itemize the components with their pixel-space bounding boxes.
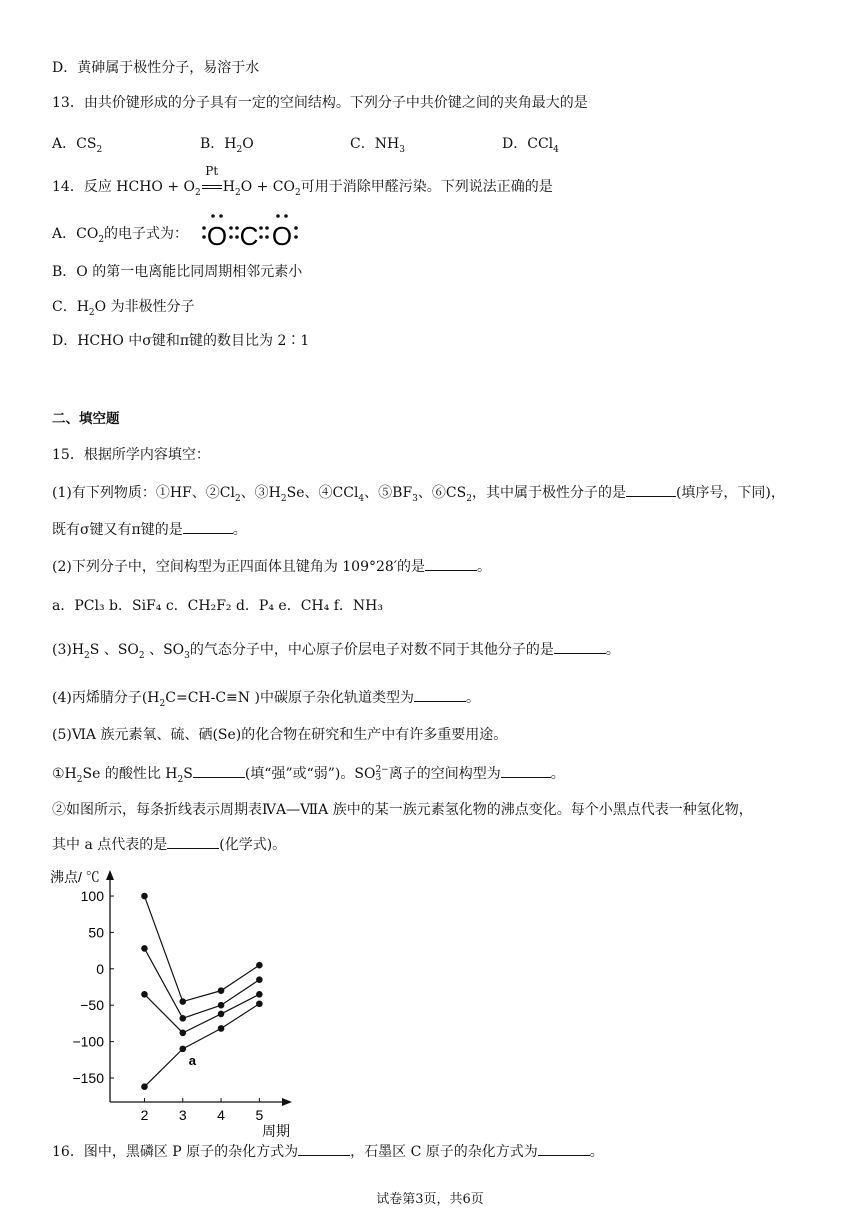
electron-formula-o-right: O <box>271 221 293 250</box>
answer-blank[interactable] <box>414 701 466 702</box>
series-line-2 <box>144 948 259 1018</box>
q14-option-c: C．$H_2O$ 为非极性分子 <box>52 299 195 318</box>
answer-blank[interactable] <box>538 1155 590 1156</box>
reaction-equals-sign <box>202 185 222 189</box>
electron-formula-c: C <box>239 221 259 250</box>
answer-blank[interactable] <box>298 1155 350 1156</box>
q13-options <box>52 133 812 153</box>
q15-part1-line2: 既有σ键又有π键的是 。 <box>52 522 247 538</box>
data-point <box>141 991 148 998</box>
data-point <box>218 1002 225 1009</box>
q13-option-a: A．$CS_2$ <box>52 136 103 155</box>
data-point <box>256 1000 263 1007</box>
data-point <box>179 998 186 1005</box>
q15-part5-2-line1: ②如图所示，每条折线表示周期表ⅣA—ⅦA 族中的某一族元素氢化物的沸点变化。每个小黑点代表一种氢化物， <box>52 802 753 818</box>
x-tick-label: 5 <box>255 1107 264 1123</box>
data-point <box>141 945 148 952</box>
data-point <box>218 987 225 994</box>
x-tick-label: 2 <box>140 1107 149 1123</box>
q15-part2-options: a．PCl₃ b．SiF₄ c．CH₂F₂ d．P₄ e．CH₄ f．NH₃ <box>52 598 383 614</box>
x-axis-arrow <box>282 1098 292 1106</box>
series-line-4 <box>144 1004 259 1087</box>
q13-option-d: D．CCl$_4$ <box>502 136 559 155</box>
answer-blank[interactable] <box>193 777 245 778</box>
answer-blank[interactable] <box>167 848 219 849</box>
x-tick-label: 3 <box>178 1107 187 1123</box>
x-tick-label: 4 <box>217 1107 225 1123</box>
q13-option-c: C．$NH_3$ <box>350 136 405 155</box>
q12-option-d: D．黄砷属于极性分子，易溶于水 <box>52 60 260 76</box>
q15-part4: (4)丙烯腈分子($H_2C=CH-C\equiv N$ )中碳原子杂化轨道类型为 。 <box>52 690 480 709</box>
q15-part5-2-line2: 其中 a 点代表的是 (化学式)。 <box>52 837 287 853</box>
y-tick-label: −150 <box>72 1069 104 1086</box>
y-tick-label: −50 <box>80 997 104 1014</box>
data-point <box>256 976 263 983</box>
page-footer: 试卷第3页，共6页 <box>376 1192 484 1207</box>
data-point <box>179 1030 186 1037</box>
q15-part3: $(3)H_2S$ 、$SO_2$ 、$SO_3$的气态分子中，中心原子价层电子对数不同于其他分子的是 。 <box>52 642 620 661</box>
co2-electron-formula <box>196 210 316 250</box>
q14-option-a: A．$CO_2$的电子式为： <box>52 226 189 245</box>
q14-stem: 14．反应 HCHO + $O_2$ Pt $H_2O + CO_2$可用于消除甲醛污染。下列说法正确的是 <box>52 177 553 203</box>
data-point <box>218 1011 225 1018</box>
q15-stem: 15．根据所学内容填空： <box>52 447 210 463</box>
q15-part1-line1: (1)有下列物质：①HF、$②Cl_2$、$③H_2Se$、④CCl$_4$、$⑤BF_3$、$⑥CS_2$，其中属于极性分子的是 (填序号，下同)， <box>52 485 785 504</box>
y-tick-label: 50 <box>88 924 104 941</box>
electron-formula-o-left: O <box>206 221 228 250</box>
series-line-1 <box>144 896 259 1002</box>
y-axis-arrow <box>106 870 114 880</box>
q13-stem: 13．由共价键形成的分子具有一定的空间结构。下列分子中共价键之间的夹角最大的是 <box>52 95 588 111</box>
answer-blank[interactable] <box>554 653 606 654</box>
boiling-point-chart <box>40 860 310 1140</box>
y-axis-label: 沸点/ ℃ <box>50 869 100 885</box>
answer-blank[interactable] <box>501 777 551 778</box>
y-tick-label: −100 <box>72 1033 104 1050</box>
section-title-fill-in: 二、填空题 <box>52 411 120 427</box>
data-point <box>179 1015 186 1022</box>
answer-blank[interactable] <box>626 496 676 497</box>
x-axis-label: 周期 <box>262 1123 290 1139</box>
q13-option-b: B．$H_2O$ <box>200 136 254 155</box>
data-point <box>256 991 263 998</box>
y-tick-label: 0 <box>96 960 104 977</box>
data-point <box>141 893 148 900</box>
q14-option-b: B．O 的第一电离能比同周期相邻元素小 <box>52 264 303 280</box>
y-tick-label: 100 <box>80 888 104 905</box>
series-line-3 <box>144 994 259 1033</box>
point-a-label: a <box>188 1052 197 1068</box>
q15-part2: (2)下列分子中，空间构型为正四面体且键角为 109°28′的是 。 <box>52 559 491 575</box>
q15-part5: (5)ⅥA 族元素氧、硫、硒(Se)的化合物在研究和生产中有许多重要用途。 <box>52 727 508 743</box>
q15-part5-1: $①H_2Se$ 的酸性比 $H_2S$ (填“强”或“弱”)。SO 2− 3 离子的空间构型为 。 <box>52 765 565 785</box>
answer-blank[interactable] <box>183 533 233 534</box>
q14-option-d: D．HCHO 中σ键和π键的数目比为 2∶1 <box>52 333 310 349</box>
catalyst-label: Pt <box>205 164 219 178</box>
data-point <box>179 1046 186 1053</box>
q16: 16．图中，黑磷区 P 原子的杂化方式为 ，石墨区 C 原子的杂化方式为 。 <box>52 1144 604 1160</box>
data-point <box>141 1083 148 1090</box>
data-point <box>218 1025 225 1032</box>
data-point <box>256 962 263 969</box>
answer-blank[interactable] <box>425 570 477 571</box>
